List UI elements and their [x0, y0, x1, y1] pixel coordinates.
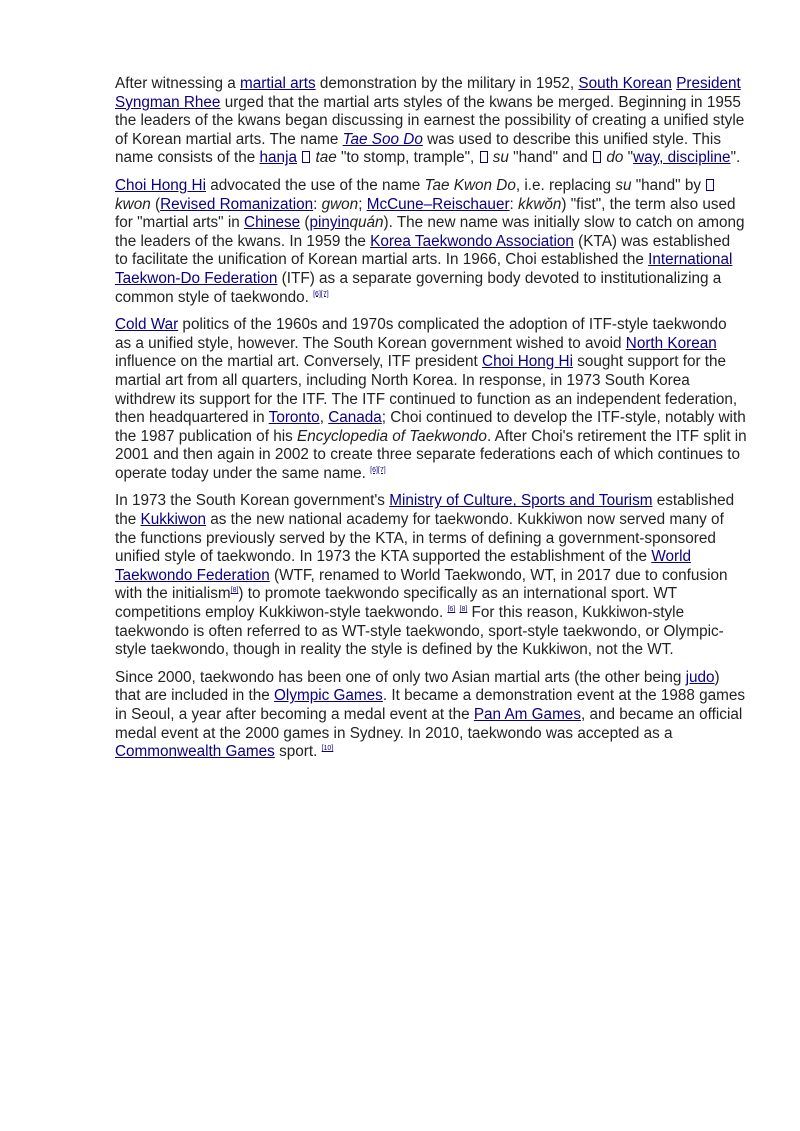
hanja-glyph-do-icon[interactable]	[593, 151, 601, 163]
link-north-korean[interactable]: North Korean	[625, 334, 717, 352]
hanja-glyph-kwon-icon[interactable]	[706, 179, 714, 191]
citation-link[interactable]: [7]	[320, 290, 329, 298]
citation-link[interactable]: [8]	[230, 587, 239, 595]
link-chinese[interactable]: Chinese	[244, 214, 301, 232]
citation-link[interactable]: [8]	[459, 605, 468, 613]
link-pinyin[interactable]: pinyin	[309, 214, 350, 232]
link-olympic-games[interactable]: Olympic Games	[274, 687, 383, 705]
paragraph-history-1952: After witnessing a martial arts demonstration by the military in 1952, South Korean President Syngman Rhee urged that the martial arts styles of the kwans be merged. Beginning in 1955 the leaders of the kwans began discussing in earnest the possibility of creating a unified style of Korean martial arts. The name Tae Soo Do was used to describe this unified style. This name consists of the hanja tae "to stomp, trample", su "hand" and do "way, discipline".	[115, 75, 745, 167]
link-pan-am-games[interactable]: Pan Am Games	[473, 706, 581, 723]
link-choi-hong-hi[interactable]: Choi Hong Hi	[115, 176, 206, 194]
link-ministry-of-culture[interactable]: Ministry of Culture, Sports and Tourism	[389, 492, 653, 510]
citation-link[interactable]: [6]	[370, 466, 378, 474]
hanja-glyph-tae-icon[interactable]	[302, 151, 310, 163]
link-tae-soo-do[interactable]: Tae Soo Do	[342, 130, 423, 148]
hanja-glyph-su-icon[interactable]	[480, 151, 488, 163]
link-cold-war[interactable]: Cold War	[115, 316, 179, 334]
link-syngman-rhee[interactable]: Syngman Rhee	[115, 93, 221, 111]
citation-link[interactable]: [10]	[321, 745, 334, 753]
paragraph-cold-war: Cold War politics of the 1960s and 1970s complicated the adoption of ITF-style taekwondo as a unified style, however. The South Korean government wished to avoid North Korean influence on the martial art. Conversely, ITF president Choi Hong Hi sought support for the martial art from all quarters, including North Korea. In response, in 1973 South Korea withdrew its support for the ITF. The ITF continued to function as an independent federation, then headquartered in Toronto, Canada; Choi continued to develop the ITF-style, notably with the 1987 publication of his Encyclopedia of Taekwondo. After Choi's retirement the ITF split in 2001 and then again in 2002 to create three separate federations each of which continues to operate today under the same name. [6][7]	[115, 316, 747, 482]
link-korea-taekwondo-association[interactable]: Korea Taekwondo Association	[370, 232, 574, 250]
link-commonwealth-games[interactable]: Commonwealth Games	[115, 743, 275, 761]
paragraph-olympics: Since 2000, taekwondo has been one of only two Asian martial arts (the other being judo) that are included in the Olympic Games. It became a demonstration event at the 1988 games in Seoul, a year after becoming a medal event at the Pan Am Games, and became an official medal event at the 2000 games in Sydney. In 2010, taekwondo was accepted as a Commonwealth Games sport. [10]	[115, 668, 746, 761]
citation-group	[313, 290, 329, 297]
link-canada[interactable]: Canada	[328, 409, 382, 427]
link-judo[interactable]: judo	[685, 668, 715, 686]
link-mccune-reischauer[interactable]: McCune–Reischauer	[366, 195, 510, 213]
citation-link[interactable]: [7]	[377, 466, 386, 474]
paragraph-choi-hong-hi: Choi Hong Hi advocated the use of the name Tae Kwon Do, i.e. replacing su "hand" by kwon (Revised Romanization: gwon; McCune–Reischauer: kkwŏn) "fist", the term also used for "martial arts" in Chinese (pinyinquán). The new name was initially slow to catch on among the leaders of the kwans. In 1959 the Korea Taekwondo Association (KTA) was established to facilitate the unification of Korean martial arts. In 1966, Choi established the International Taekwon-Do Federation (ITF) as a separate governing body devoted to institutionalizing a common style of taekwondo. [6][7]	[115, 176, 745, 306]
link-kukkiwon[interactable]: Kukkiwon	[140, 511, 206, 529]
link-president[interactable]: President	[676, 75, 741, 92]
paragraph-kukkiwon: In 1973 the South Korean government's Ministry of Culture, Sports and Tourism established the Kukkiwon as the new national academy for taekwondo. Kukkiwon now served many of the functions previously served by the KTA, in terms of defining a government-sponsored unified style of taekwondo. In 1973 the KTA supported the establishment of the World Taekwondo Federation (WTF, renamed to World Taekwondo, WT, in 2017 due to confusion with the initialism[8]) to promote taekwondo specifically as an international sport. WT competitions employ Kukkiwon-style taekwondo. [6] [8] For this reason, Kukkiwon-style taekwondo is often referred to as WT-style taekwondo, sport-style taekwondo, or Olympic-style taekwondo, though in reality the style is defined by the Kukkiwon, not the WT.	[115, 492, 735, 659]
article-body	[115, 75, 747, 771]
link-international-taekwon-do-federation[interactable]: International Taekwon-Do Federation	[115, 251, 733, 287]
citation-link[interactable]: [6]	[447, 605, 456, 613]
link-martial-arts[interactable]: martial arts	[239, 75, 316, 92]
link-south-korean[interactable]: South Korean	[578, 75, 672, 92]
link-hanja[interactable]: hanja	[259, 149, 297, 167]
link-revised-romanization[interactable]: Revised Romanization	[160, 195, 314, 213]
citation-link[interactable]: [6]	[313, 290, 321, 298]
citation-group	[370, 467, 386, 474]
link-way-discipline[interactable]: way, discipline	[633, 149, 731, 167]
citation-group	[447, 606, 455, 613]
link-world-taekwondo-federation[interactable]: World Taekwondo Federation	[115, 548, 691, 584]
link-toronto[interactable]: Toronto	[268, 409, 320, 427]
citation-group	[322, 745, 334, 752]
link-choi-hong-hi[interactable]: Choi Hong Hi	[482, 353, 573, 371]
